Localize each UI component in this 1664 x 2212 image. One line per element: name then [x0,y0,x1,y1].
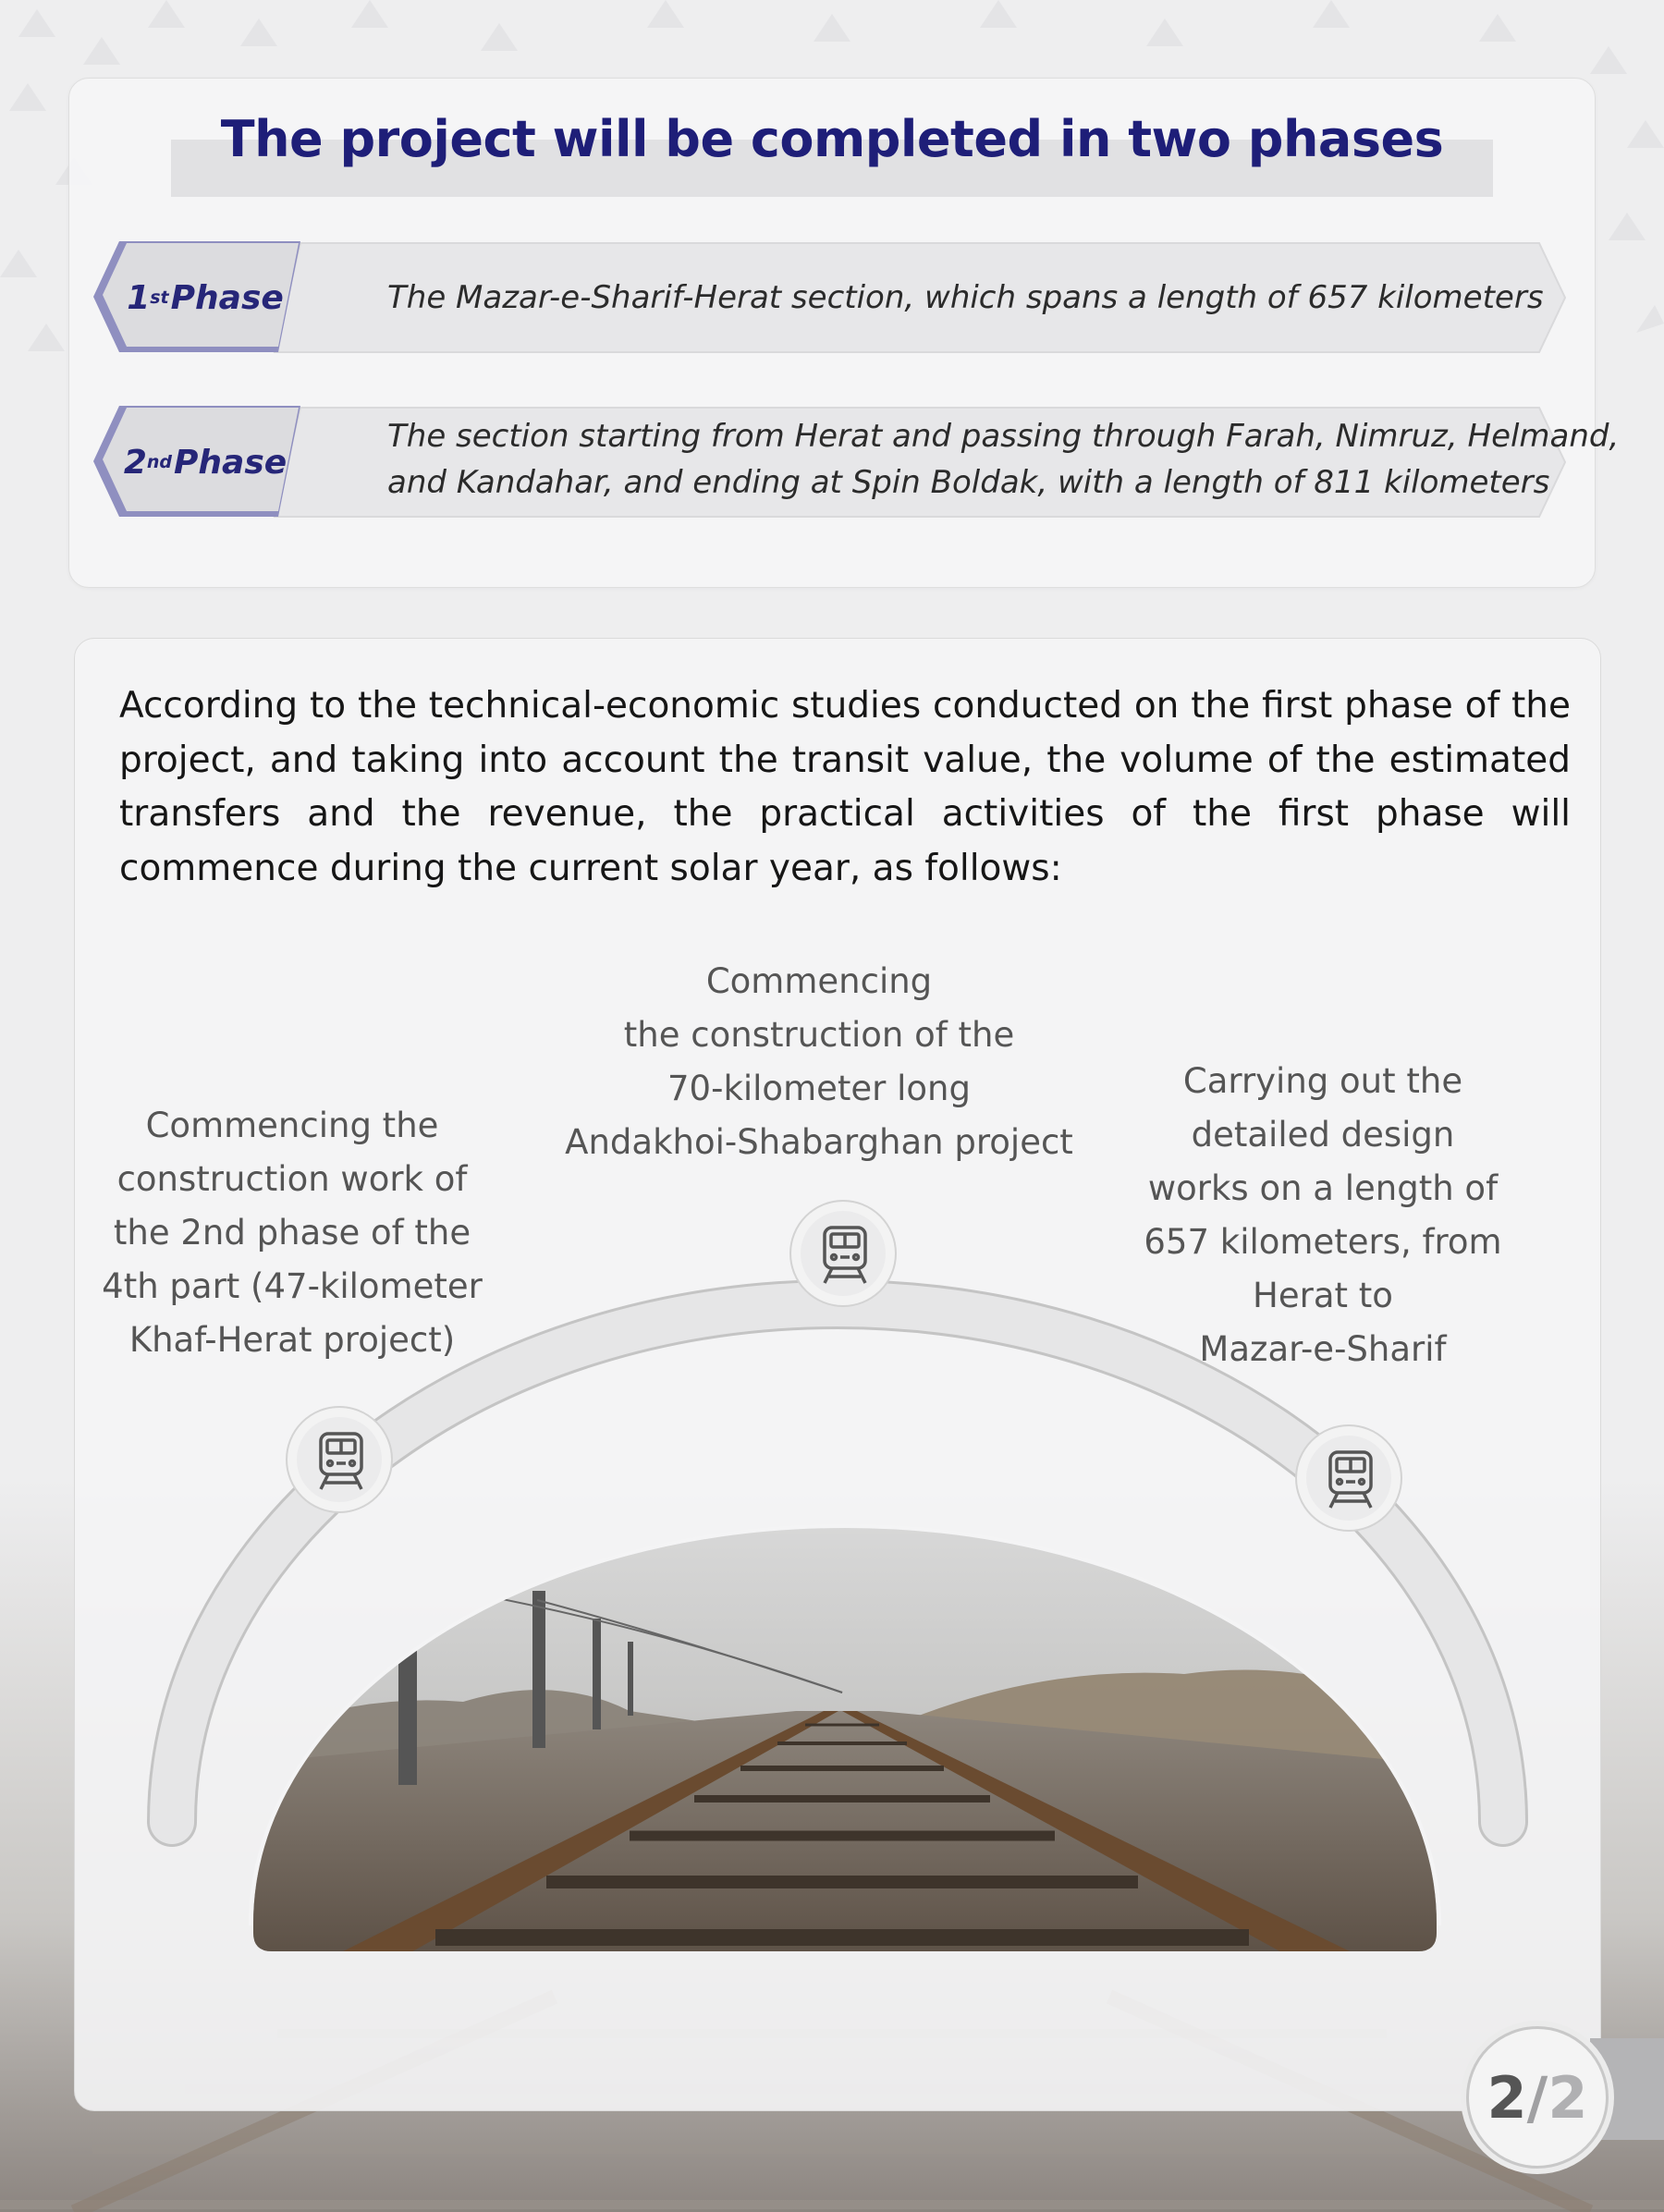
phases-card [68,78,1620,588]
milestones-card [74,638,1601,2111]
phase-row [88,406,1620,519]
phase-row [88,241,1585,354]
phase-description: The section starting from Herat and passing through Farah, Nimruz, Helmand, and Kandahar, and ending at Spin Boldak, with a length of 811 kilometers [387,418,1620,501]
page-title: The project will be completed in two phases [220,110,1444,168]
page-number-badge [1466,2026,1609,2169]
page-current: 2 [1487,2063,1527,2132]
train-icon [286,1406,393,1513]
phase-label: 2 nd Phase [123,443,288,482]
milestone-text-khaf-herat: Commencing the construction work of the 2nd phase of the 4th part (47-kilometer Khaf-Herat project) [102,1106,483,1360]
intro-paragraph: According to the technical-economic studies conducted on the first phase of the project, and taking into account the transit value, the volume of the estimated transfers and the revenue, the practical activities of the first phase will commence during the current solar year, as follows: [119,685,1571,889]
page-separator: / [1526,2063,1548,2132]
railway-photo [214,1471,1462,1970]
train-icon [789,1200,897,1307]
phase-description: The Mazar-e-Sharif-Herat section, which spans a length of 657 kilometers [387,279,1544,316]
phase-label: 1 st Phase [127,278,284,317]
milestone-text-design-works: Carrying out the detailed design works on a length of 657 kilometers, from Herat to Mazar-e-Sharif [1144,1061,1502,1369]
train-icon [1295,1424,1402,1532]
page-total: 2 [1548,2063,1588,2132]
milestone-text-andakhoi-shabarghan: Commencing the construction of the 70-kilometer long Andakhoi-Shabarghan project [565,961,1073,1162]
